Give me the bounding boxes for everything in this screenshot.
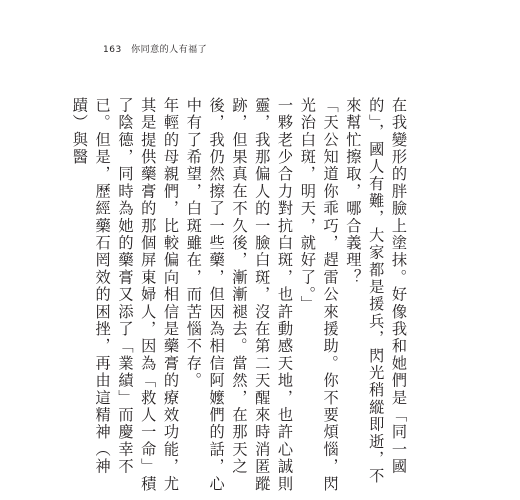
paragraph: 在我變形的胖臉上塗抹。好像我和她們是「同一國的」，國人有難，大家都是援兵，閃光稍縱即逝，不來幫忙擦取，哪合義理？ xyxy=(344,97,408,485)
running-title: 你同意的人有福了 xyxy=(131,45,208,55)
paragraph: 一夥老少合力對抗白斑，也許動感天地，也許心誠則靈，我那偏人的一臉白斑，沒在第二天醒來時消匿蹤跡，但果真在不久後，漸漸褪去。當然，在那天之後，我仍然擦了一些藥，但因為相信阿嬤們的話，心中有了希望，白斑雖在，而苦惱不存。 xyxy=(184,97,295,493)
paragraph: 年輕的母親們，比較偏向相信是藥膏的療效功能，尤其是提供藥膏的那個屏東婦人，因為「救人一命」積了陰德，同時為她的藥膏又添了「業績」而慶幸不已。但是，歷經藥石罔效的困挫，再由這精神（神蹟）與醫 xyxy=(70,97,181,493)
paragraph: 「天公知道你乖巧，趕雷公來援助。你不要煩惱，閃光治白斑，明天，就好了。」 xyxy=(298,97,340,493)
page-number: 163 xyxy=(103,45,122,55)
page-header xyxy=(103,42,207,55)
vertical-body-text xyxy=(70,97,410,495)
